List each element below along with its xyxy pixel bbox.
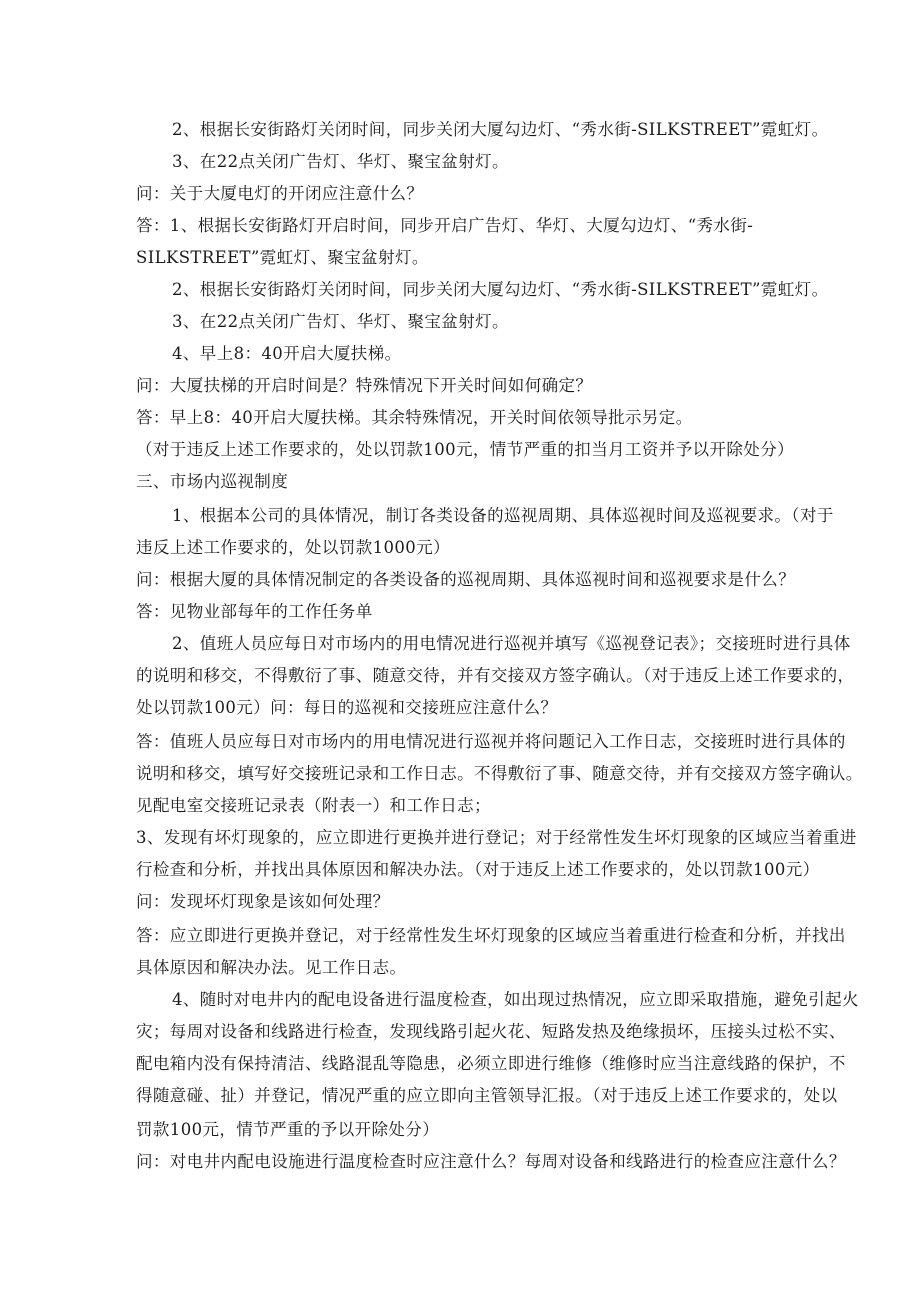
question-line: 问：发现坏灯现象是该如何处理？: [136, 892, 390, 911]
text-line: SILKSTREET”霓虹灯、聚宝盆射灯。: [136, 248, 429, 267]
penalty-note: （对于违反上述工作要求的，处以罚款100元，情节严重的扣当月工资并予以开除处分）: [136, 440, 794, 459]
text-line: 灾；每周对设备和线路进行检查，发现线路引起火花、短路发热及绝缘损坏，压接头过松不实、: [136, 1022, 846, 1041]
text-line: 见配电室交接班记录表（附表一）和工作日志；: [136, 796, 491, 815]
text-line: 配电箱内没有保持清洁、线路混乱等隐患，必须立即进行维修（维修时应当注意线路的保护，不: [136, 1054, 846, 1073]
text-line: 2、根据长安街路灯关闭时间，同步关闭大厦勾边灯、“秀水街-SILKSTREET”霓虹灯。: [172, 120, 829, 139]
text-line: 违反上述工作要求的，处以罚款1000元）: [136, 538, 450, 557]
answer-line: 答：见物业部每年的工作任务单: [136, 602, 373, 621]
text-line: 具体原因和解决办法。见工作日志。: [136, 958, 407, 977]
text-line: 的说明和移交，不得敷衍了事、随意交待，并有交接双方签字确认。（对于违反上述工作要求的，: [136, 666, 855, 685]
text-line: 1、根据本公司的具体情况，制订各类设备的巡视周期、具体巡视时间及巡视要求。（对于: [172, 506, 834, 525]
question-line: 问：关于大厦电灯的开闭应注意什么？: [136, 184, 424, 203]
text-line: 得随意碰、扯）并登记，情况严重的应立即向主管领导汇报。（对于违反上述工作要求的，处以: [136, 1086, 838, 1105]
answer-line: 答：1、根据长安街路灯开启时间，同步开启广告灯、华灯、大厦勾边灯、“秀水街-: [136, 216, 754, 235]
text-line: 3、在22点关闭广告灯、华灯、聚宝盆射灯。: [172, 152, 509, 171]
text-line: 2、值班人员应每日对市场内的用电情况进行巡视并填写《巡视登记表》；交接班时进行具体: [172, 634, 851, 653]
text-line: 3、在22点关闭广告灯、华灯、聚宝盆射灯。: [172, 312, 509, 331]
answer-line: 答：应立即进行更换并登记，对于经常性发生坏灯现象的区域应当着重进行检查和分析，并找出: [136, 926, 846, 945]
answer-line: 答：早上8：40开启大厦扶梯。其余特殊情况，开关时间依领导批示另定。: [136, 408, 693, 427]
answer-line: 答：值班人员应每日对市场内的用电情况进行巡视并将问题记入工作日志，交接班时进行具体的: [136, 732, 846, 751]
section-heading: 三、市场内巡视制度: [136, 472, 289, 491]
question-line: 问：根据大厦的具体情况制定的各类设备的巡视周期、具体巡视时间和巡视要求是什么？: [136, 570, 796, 589]
text-line: 处以罚款100元）问：每日的巡视和交接班应注意什么？: [136, 698, 558, 717]
text-line: 2、根据长安街路灯关闭时间，同步关闭大厦勾边灯、“秀水街-SILKSTREET”霓虹灯。: [172, 280, 829, 299]
text-line: 罚款100元，情节严重的予以开除处分）: [136, 1120, 440, 1139]
text-line: 4、随时对电井内的配电设备进行温度检查，如出现过热情况，应立即采取措施，避免引起火: [172, 990, 859, 1009]
text-line: 说明和移交，填写好交接班记录和工作日志。不得敷衍了事、随意交待，并有交接双方签字确认。: [136, 764, 863, 783]
text-line: 行检查和分析，并找出具体原因和解决办法。（对于违反上述工作要求的，处以罚款100元）: [136, 860, 820, 879]
text-line: 4、早上8：40开启大厦扶梯。: [172, 344, 402, 363]
question-line: 问：对电井内配电设施进行温度检查时应注意什么？每周对设备和线路进行的检查应注意什么？: [136, 1152, 846, 1171]
question-line: 问：大厦扶梯的开启时间是？特殊情况下开关时间如何确定？: [136, 376, 593, 395]
text-line: 3、发现有坏灯现象的，应立即进行更换并进行登记；对于经常性发生坏灯现象的区域应当着重进: [136, 828, 857, 847]
